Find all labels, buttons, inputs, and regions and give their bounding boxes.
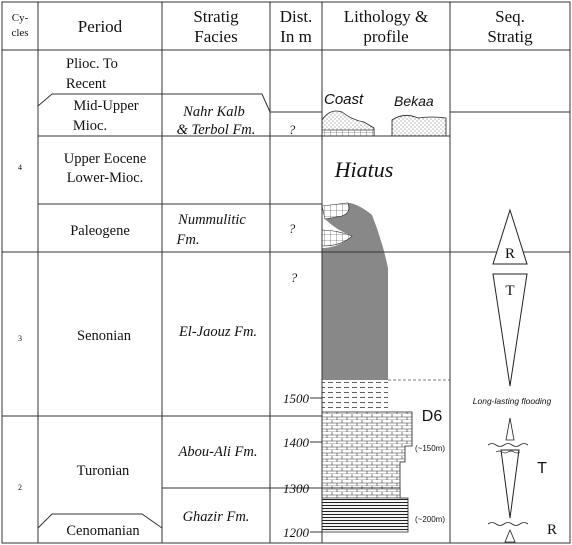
bekaa-deposit — [392, 115, 446, 136]
label-200m: (~200m) — [414, 515, 446, 524]
header-cycles-2: cles — [11, 27, 29, 39]
dist-column — [283, 122, 310, 540]
small-regression-triangle-lower — [505, 530, 515, 542]
header-seq-2: Stratig — [487, 27, 533, 46]
dist-question-1: ? — [288, 122, 296, 137]
facies-ghazir: Ghazir Fm. — [182, 509, 250, 525]
facies-nahr-2: & Terbol Fm. — [176, 122, 256, 138]
facies-abou: Abou-Ali Fm. — [178, 444, 258, 460]
period-plioc-2: Recent — [65, 76, 107, 92]
label-r-lower: R — [546, 522, 558, 538]
wavy-surface-3 — [488, 523, 528, 526]
facies-numm-2: Fm. — [176, 232, 200, 248]
limestone-base — [322, 488, 400, 498]
period-plioc-1: Plioc. To — [66, 56, 118, 72]
cycle-3: 3 — [18, 334, 22, 343]
header-lithology-1: Lithology & — [343, 7, 429, 26]
limestone-d6 — [322, 412, 412, 488]
cycle-numbers — [18, 163, 22, 492]
facies-jaouz: El-Jaouz Fm. — [178, 324, 258, 340]
period-paleogene: Paleogene — [70, 223, 130, 239]
period-midupper-2: Mioc. — [72, 118, 108, 134]
period-cenomanian: Cenomanian — [66, 523, 140, 539]
period-eocene-2: Lower-Mioc. — [66, 170, 144, 186]
seq-stratig — [473, 210, 557, 542]
header-cycles-1: Cy- — [11, 12, 29, 24]
label-t-upper: T — [505, 283, 515, 299]
label-coast: Coast — [324, 91, 364, 108]
facies-nahr-1: Nahr Kalb — [183, 104, 245, 120]
marl-zone — [322, 380, 388, 412]
header-facies-1: Stratig — [193, 7, 239, 26]
label-hiatus: Hiatus — [334, 157, 394, 182]
coast-base — [322, 130, 374, 136]
header-dist-1: Dist. — [279, 7, 313, 26]
period-eocene-1: Upper Eocene — [63, 151, 147, 167]
transgression-triangle-lower — [501, 450, 519, 518]
depth-tick-1400: 1400 — [283, 435, 309, 450]
header-seq-1: Seq. — [495, 7, 525, 26]
facies-numm-1: Nummulitic — [178, 212, 246, 228]
label-d6: D6 — [421, 408, 443, 425]
depth-tick-1200: 1200 — [283, 525, 309, 540]
header-dist-2: In m — [280, 27, 312, 46]
cycle-4: 4 — [18, 163, 22, 172]
depth-tick-1300: 1300 — [283, 481, 309, 496]
dist-question-3: ? — [290, 270, 298, 285]
period-midupper-1: Mid-Upper — [73, 98, 139, 114]
label-150m: (~150m) — [414, 444, 446, 453]
cycle-2: 2 — [18, 483, 22, 492]
period-turonian: Turonian — [76, 463, 130, 479]
depth-tick-1500: 1500 — [283, 391, 309, 406]
header-row — [11, 7, 533, 46]
small-regression-triangle — [506, 418, 514, 440]
label-t-lower: T — [537, 460, 547, 477]
header-facies-2: Facies — [194, 27, 238, 46]
period-senonian: Senonian — [77, 328, 131, 344]
header-lithology-2: profile — [363, 27, 409, 46]
periods — [64, 56, 147, 539]
wavy-surface-1 — [488, 444, 528, 447]
label-flooding: Long-lasting flooding — [472, 396, 552, 406]
shale-body — [322, 203, 388, 380]
dist-question-2: ? — [288, 221, 296, 236]
label-r-upper: R — [504, 246, 516, 262]
header-period: Period — [77, 17, 123, 36]
label-bekaa: Bekaa — [394, 93, 434, 109]
facies — [176, 104, 258, 525]
